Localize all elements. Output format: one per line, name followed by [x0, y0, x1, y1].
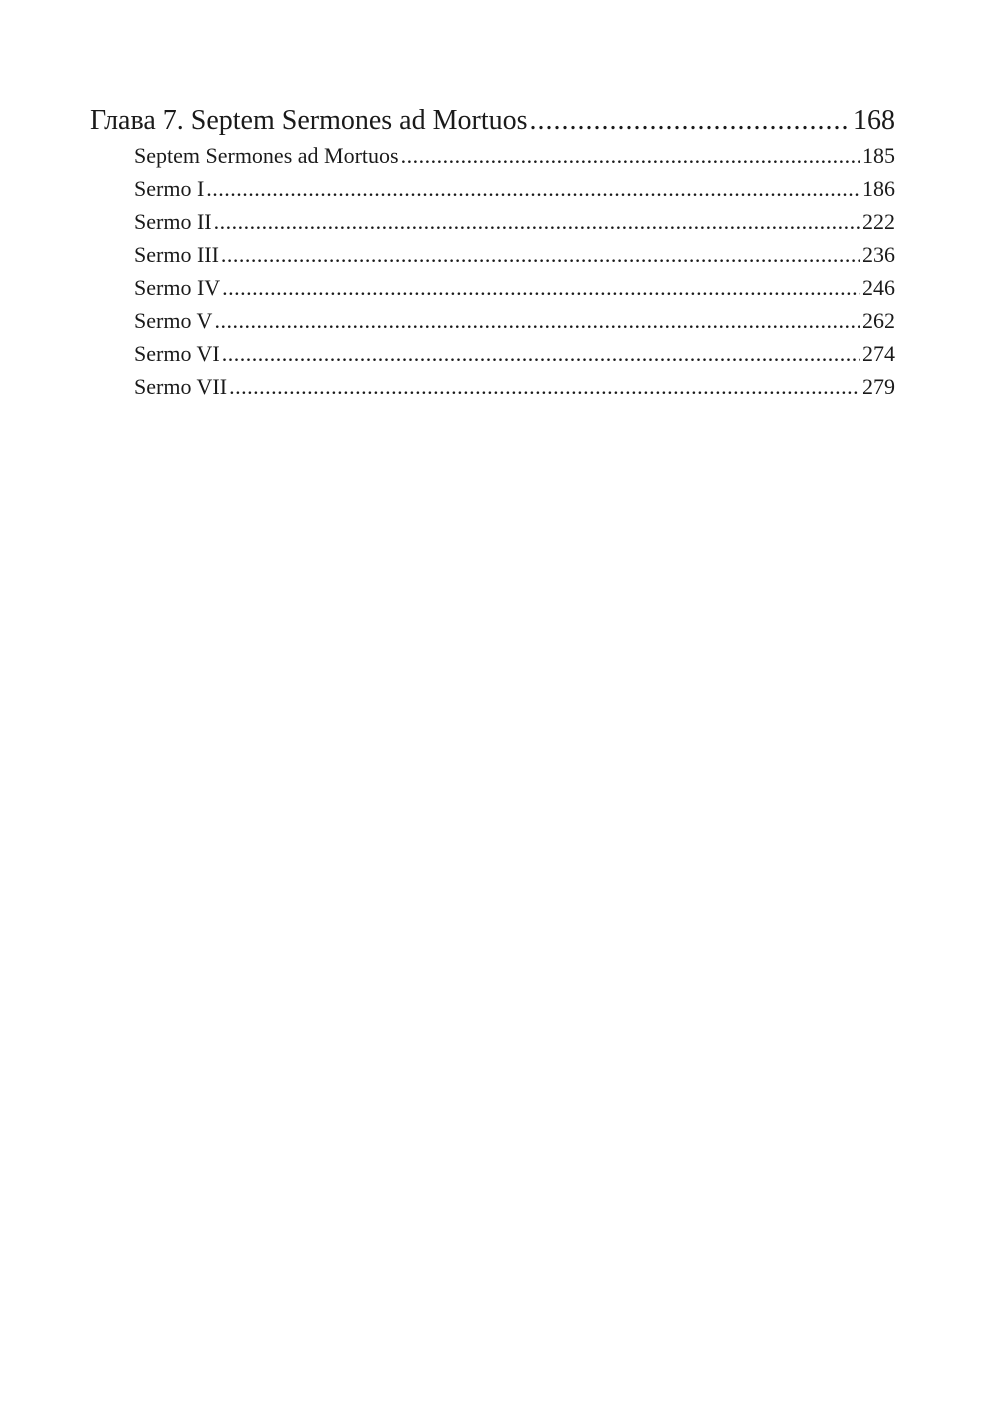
toc-chapter-entry[interactable]: [90, 104, 895, 138]
toc-entry[interactable]: [134, 205, 895, 238]
dot-leader: [222, 271, 860, 304]
toc-entry-title: Sermo III: [134, 242, 219, 267]
table-of-contents: [90, 104, 895, 403]
toc-entry-page: 246: [862, 275, 895, 300]
dot-leader: [214, 205, 860, 238]
toc-entry-title: Septem Sermones ad Mortuos: [134, 143, 399, 168]
toc-entry[interactable]: [134, 271, 895, 304]
toc-entry-page: 222: [862, 209, 895, 234]
toc-entry-page: 236: [862, 242, 895, 267]
dot-leader: [222, 337, 860, 370]
dot-leader: [530, 104, 852, 138]
toc-entry-page: 279: [862, 374, 895, 399]
toc-chapter-page: 168: [853, 105, 895, 136]
dot-leader: [214, 304, 860, 337]
toc-entry-title: Sermo VI: [134, 341, 220, 366]
toc-entry[interactable]: [134, 172, 895, 205]
toc-entry-title: Sermo II: [134, 209, 212, 234]
toc-entry[interactable]: [134, 337, 895, 370]
toc-entry-page: 262: [862, 308, 895, 333]
dot-leader: [221, 238, 860, 271]
toc-entry-page: 185: [862, 143, 895, 168]
toc-entry-title: Sermo VII: [134, 374, 228, 399]
toc-entry[interactable]: [134, 304, 895, 337]
dot-leader: [229, 370, 860, 403]
toc-entry[interactable]: [134, 238, 895, 271]
toc-entry-page: 186: [862, 176, 895, 201]
dot-leader: [401, 139, 860, 172]
toc-entry-title: Sermo IV: [134, 275, 221, 300]
toc-entry-title: Sermo I: [134, 176, 205, 201]
dot-leader: [206, 172, 860, 205]
toc-entry-title: Sermo V: [134, 308, 213, 333]
toc-entry-page: 274: [862, 341, 895, 366]
toc-chapter-title: Глава 7. Septem Sermones ad Mortuos: [90, 105, 528, 136]
toc-entry[interactable]: [134, 139, 895, 172]
toc-entry[interactable]: [134, 370, 895, 403]
